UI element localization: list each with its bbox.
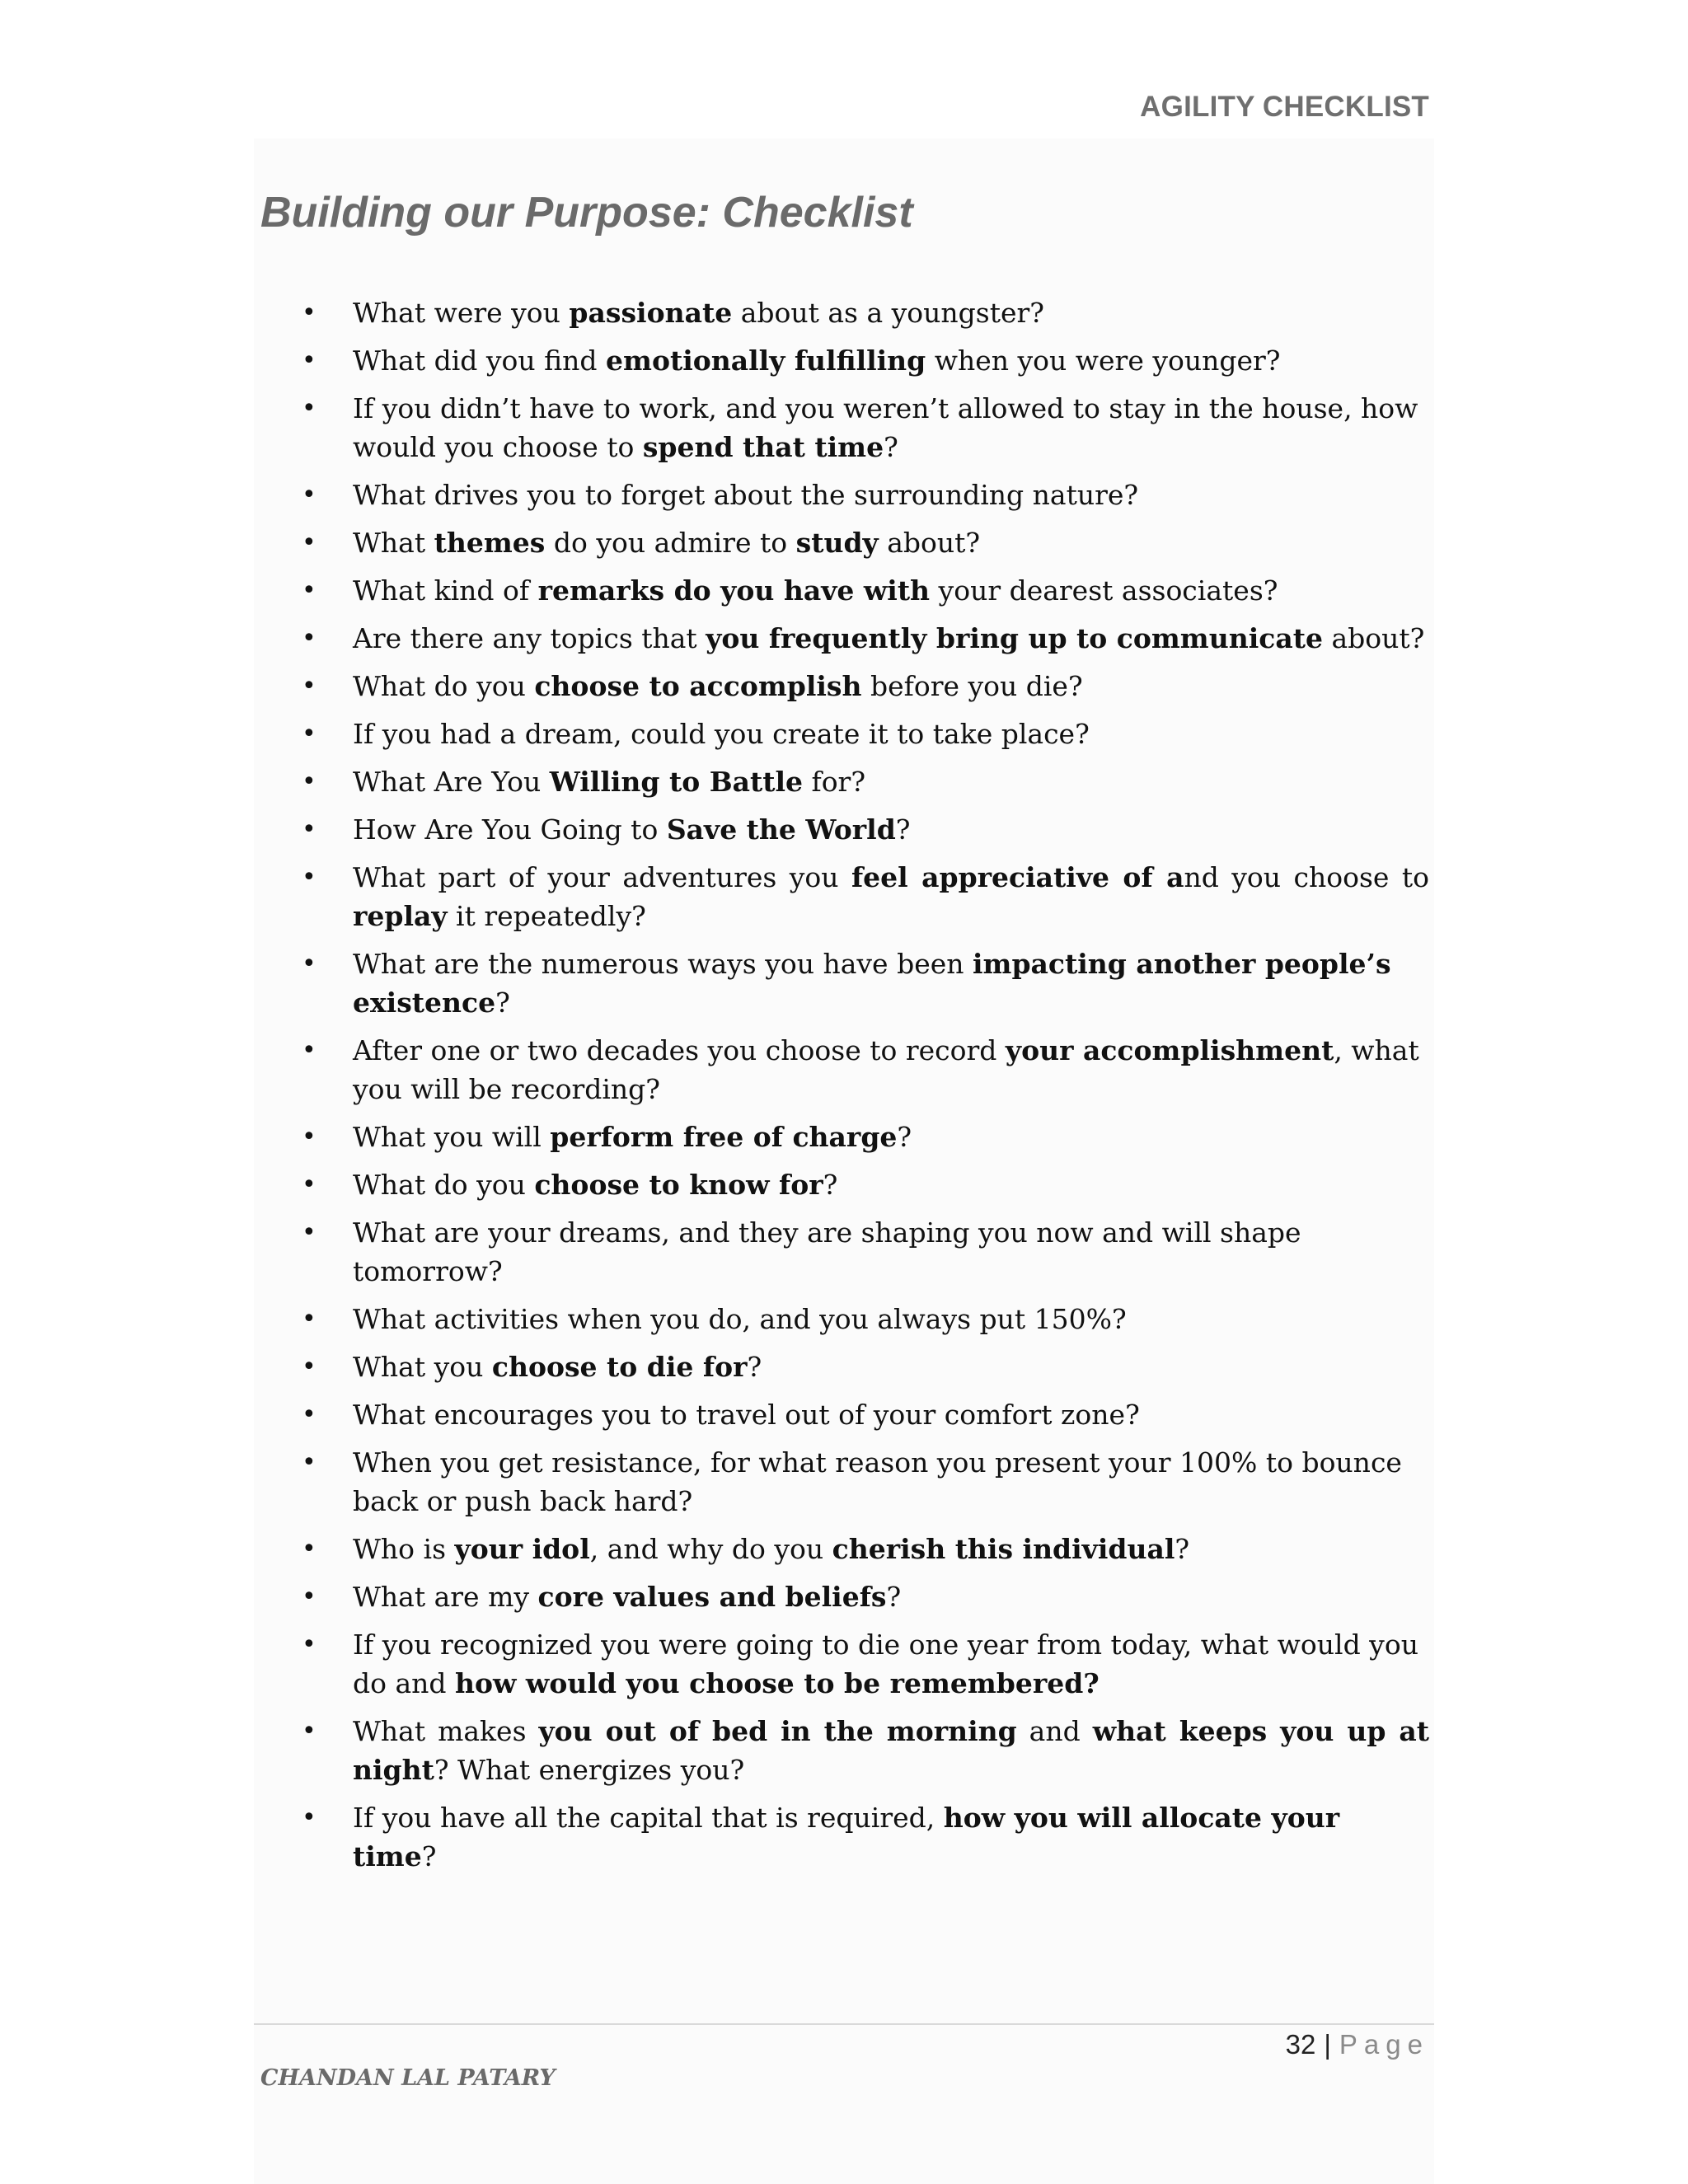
bullet-icon: • — [302, 815, 316, 844]
bullet-icon: • — [302, 1535, 316, 1563]
checklist-item — [302, 1577, 1429, 1616]
item-text: If you had a dream, could you create it to take place? — [353, 718, 1090, 750]
item-text: What drives you to forget about the surrounding nature? — [353, 479, 1139, 511]
item-text: before you die? — [861, 670, 1083, 702]
item-text: when you were younger? — [926, 344, 1281, 377]
page-title: Building our Purpose: Checklist — [260, 189, 913, 237]
item-text: What did you find — [353, 344, 607, 377]
checklist-item — [302, 341, 1429, 380]
checklist-item — [302, 1031, 1429, 1108]
item-text: ? — [895, 813, 911, 846]
emphasized-text: choose to know for — [534, 1169, 823, 1201]
item-text: Are there any topics that — [353, 622, 706, 654]
checklist-item — [302, 715, 1429, 753]
bullet-icon: • — [302, 1630, 316, 1659]
item-text: What are my — [353, 1581, 538, 1613]
emphasized-text: core values and beliefs — [537, 1581, 887, 1613]
item-text: for? — [802, 766, 866, 798]
item-text: If you have all the capital that is required, — [353, 1802, 944, 1834]
item-text: After one or two decades you choose to record — [353, 1034, 1006, 1066]
item-text: What kind of — [353, 574, 538, 607]
checklist-item — [302, 1443, 1429, 1521]
bullet-icon: • — [302, 672, 316, 701]
bullet-icon: • — [302, 480, 316, 509]
item-text: and — [1016, 1715, 1093, 1747]
bullet-icon: • — [302, 1036, 316, 1065]
checklist-item — [302, 1300, 1429, 1338]
emphasized-text: Willing to Battle — [549, 766, 803, 798]
checklist-item — [302, 1530, 1429, 1568]
emphasized-text: how would you choose to be remembered? — [455, 1667, 1100, 1699]
item-text: ? — [747, 1351, 762, 1383]
emphasized-text: choose to accomplish — [534, 670, 862, 702]
item-text: What were you — [353, 297, 570, 329]
item-text: What do you — [353, 670, 535, 702]
bullet-icon: • — [302, 298, 316, 327]
bullet-icon: • — [302, 1352, 316, 1381]
emphasized-text: choose to die for — [491, 1351, 748, 1383]
emphasized-text: your idol — [454, 1533, 590, 1565]
page-label: Page — [1339, 2029, 1429, 2060]
item-text: ? — [884, 431, 898, 463]
item-text: How Are You Going to — [353, 813, 667, 846]
item-text: What you — [353, 1351, 492, 1383]
bullet-icon: • — [302, 949, 316, 978]
item-text: ? What energizes you? — [434, 1754, 745, 1786]
checklist — [302, 293, 1429, 1885]
bullet-icon: • — [302, 528, 316, 557]
emphasized-text: cherish this individual — [832, 1533, 1175, 1565]
emphasized-text: emotionally fulfilling — [606, 344, 926, 377]
emphasized-text: perform free of charge — [550, 1121, 898, 1153]
item-text: What you will — [353, 1121, 551, 1153]
emphasized-text: you out of bed in the morning — [538, 1715, 1017, 1747]
bullet-icon: • — [302, 1170, 316, 1199]
checklist-item — [302, 293, 1429, 332]
bullet-icon: • — [302, 719, 316, 748]
checklist-item — [302, 1347, 1429, 1386]
item-text: your dearest associates? — [930, 574, 1278, 607]
bullet-icon: • — [302, 1448, 316, 1477]
item-text: it repeatedly? — [447, 900, 646, 932]
checklist-item — [302, 1395, 1429, 1434]
item-text: ? — [495, 987, 510, 1019]
emphasized-text: remarks do you have with — [537, 574, 931, 607]
checklist-item — [302, 571, 1429, 610]
checklist-item — [302, 810, 1429, 849]
emphasized-text: your accomplishment — [1005, 1034, 1334, 1066]
emphasized-text: study — [795, 527, 879, 559]
item-text: about as a youngster? — [732, 297, 1044, 329]
checklist-item — [302, 1165, 1429, 1204]
emphasized-text: passionate — [569, 297, 733, 329]
page-number-value: 32 — [1285, 2029, 1316, 2060]
item-text: What — [353, 527, 434, 559]
page-number-separator: | — [1324, 2029, 1331, 2060]
emphasized-text: how you will allocate your time — [353, 1802, 1340, 1872]
checklist-item — [302, 1712, 1429, 1789]
item-text: What activities when you do, and you always put 150%? — [353, 1303, 1127, 1335]
item-text: What makes — [353, 1715, 539, 1747]
item-text: about? — [1322, 622, 1425, 654]
item-text: What do you — [353, 1169, 535, 1201]
checklist-item — [302, 1213, 1429, 1291]
item-text: What encourages you to travel out of your comfort zone? — [353, 1399, 1140, 1431]
item-text: What are the numerous ways you have been — [353, 948, 973, 980]
checklist-item — [302, 476, 1429, 514]
bullet-icon: • — [302, 767, 316, 796]
bullet-icon: • — [302, 1582, 316, 1611]
bullet-icon: • — [302, 1803, 316, 1832]
item-text: about? — [878, 527, 981, 559]
bullet-icon: • — [302, 863, 316, 892]
item-text: What Are You — [353, 766, 550, 798]
emphasized-text: impacting another people’s existence — [353, 948, 1391, 1019]
checklist-item — [302, 1118, 1429, 1156]
item-text: do you admire to — [545, 527, 796, 559]
emphasized-text: Save the World — [666, 813, 896, 846]
checklist-item — [302, 667, 1429, 705]
running-header: AGILITY CHECKLIST — [1140, 91, 1429, 123]
page-number — [1286, 2029, 1429, 2060]
bullet-icon: • — [302, 1122, 316, 1151]
checklist-item — [302, 1625, 1429, 1703]
item-text: ? — [421, 1840, 437, 1872]
item-text: ? — [1175, 1533, 1190, 1565]
checklist-item — [302, 523, 1429, 562]
item-text: , and why do you — [589, 1533, 832, 1565]
item-text: When you get resistance, for what reason you present your 100% to bounce back or push back hard? — [353, 1446, 1402, 1517]
item-text: What part of your adventures you — [353, 861, 851, 893]
item-text: ? — [886, 1581, 902, 1613]
bullet-icon: • — [302, 394, 316, 423]
emphasized-text: you frequently bring up to communicate — [706, 622, 1323, 654]
checklist-item — [302, 858, 1429, 935]
item-text: ? — [823, 1169, 838, 1201]
bullet-icon: • — [302, 1218, 316, 1247]
item-text: Who is — [353, 1533, 455, 1565]
bullet-icon: • — [302, 1400, 316, 1429]
checklist-item — [302, 619, 1429, 658]
footer-author: CHANDAN LAL PATARY — [260, 2065, 556, 2091]
bullet-icon: • — [302, 1305, 316, 1333]
checklist-item — [302, 762, 1429, 801]
checklist-item — [302, 1798, 1429, 1876]
emphasized-text: replay — [353, 900, 448, 932]
item-text: If you didn’t have to work, and you weren’t allowed to stay in the house, how would you choose to — [353, 392, 1418, 463]
bullet-icon: • — [302, 1717, 316, 1746]
bullet-icon: • — [302, 346, 316, 375]
emphasized-text: spend that time — [642, 431, 884, 463]
bullet-icon: • — [302, 576, 316, 605]
item-text: What are your dreams, and they are shaping you now and will shape tomorrow? — [353, 1216, 1301, 1287]
emphasized-text: themes — [434, 527, 546, 559]
bullet-icon: • — [302, 624, 316, 653]
emphasized-text: what keeps you up at night — [353, 1715, 1429, 1786]
item-text: , what you will be recording? — [353, 1034, 1419, 1105]
item-text: ? — [897, 1121, 912, 1153]
item-text: If you recognized you were going to die one year from today, what would you do and — [353, 1629, 1418, 1699]
emphasized-text: feel appreciative of a — [851, 861, 1184, 893]
footer-divider — [254, 2023, 1434, 2025]
checklist-item — [302, 944, 1429, 1022]
checklist-item — [302, 389, 1429, 466]
item-text: nd you choose to — [1184, 861, 1429, 893]
